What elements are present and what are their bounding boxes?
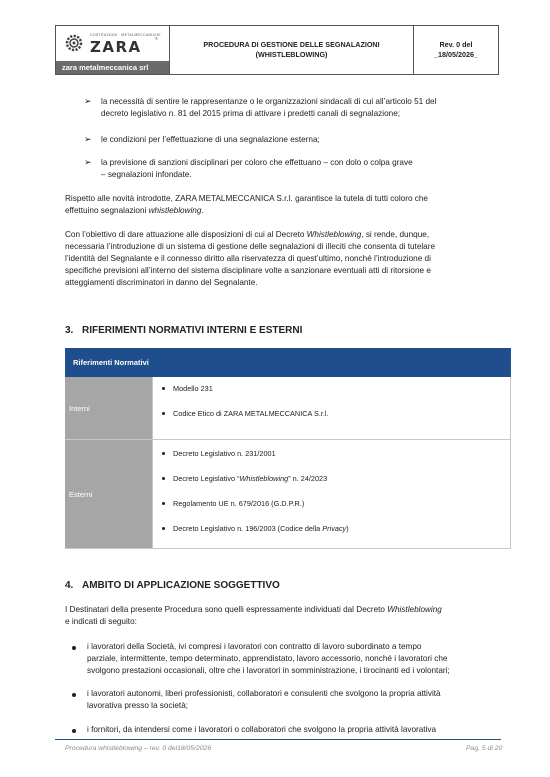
paragraph bbox=[65, 193, 501, 217]
paragraph-line bbox=[65, 229, 501, 241]
paragraph-line: Rispetto alle novità introdotte, ZARA METALMECCANICA S.r.l. garantisce la tutela di tutti coloro che bbox=[65, 194, 428, 203]
table-row-esterni bbox=[65, 440, 511, 549]
item-line: i lavoratori della Società, ivi compresi i lavoratori con contratto di lavoro subordinato a tempo bbox=[87, 642, 422, 651]
emphasis-text: Whistleblowing bbox=[239, 474, 289, 483]
list-item bbox=[87, 641, 501, 677]
reference-item: Regolamento UE n. 679/2016 (G.D.P.R.) bbox=[173, 499, 305, 508]
text-run: ) bbox=[346, 524, 349, 533]
bullet-icon bbox=[72, 646, 76, 650]
title-line-1: PROCEDURA DI GESTIONE DELLE SEGNALAZIONI bbox=[203, 40, 380, 49]
logo-registered-mark: ® bbox=[155, 36, 158, 41]
footer-divider bbox=[55, 739, 501, 740]
text-run: Decreto Legislativo “ bbox=[173, 474, 240, 483]
item-line: i lavoratori autonomi, liberi professionisti, collaboratori e consulenti che svolgono la propria attività bbox=[87, 689, 441, 698]
list-item bbox=[87, 688, 501, 712]
paragraph-line: atteggiamenti discriminatori in danno del Segnalante. bbox=[65, 278, 258, 287]
reference-item bbox=[173, 474, 327, 483]
logo-cell bbox=[56, 26, 170, 74]
list-item bbox=[87, 724, 501, 736]
paragraph-line: e indicati di seguito: bbox=[65, 617, 137, 626]
item-line: – segnalazioni infondate. bbox=[101, 170, 192, 179]
item-line: i fornitori, da intendersi come i lavoratori o collaboratori che svolgono la propria attività lavorativa bbox=[87, 725, 437, 734]
item-line: la previsione di sanzioni disciplinari per coloro che effettuano – con dolo o colpa grave bbox=[101, 158, 413, 167]
emphasis-text: Whistleblowing bbox=[306, 230, 362, 239]
reference-item: Codice Etico di ZARA METALMECCANICA S.r.l. bbox=[173, 409, 329, 418]
arrow-list-item bbox=[101, 157, 501, 181]
item-line: parziale, intermittente, tempo determinato, apprendistato, lavoro accessorio, nonché i lavoratori che bbox=[87, 654, 448, 663]
paragraph-line: specifiche previsioni all’interno del sistema disciplinare volte a sanzionare eventuali atti di ritorsione e bbox=[65, 266, 431, 275]
item-line: decreto legislativo n. 81 del 2015 prima di attivare i predetti canali di segnalazione; bbox=[101, 109, 401, 118]
company-name: zara metalmeccanica srl bbox=[56, 61, 169, 74]
footer-document-info: Procedura whistleblowing – rev. 0 del18/05/2026 bbox=[65, 745, 212, 752]
item-line: le condizioni per l’effettuazione di una segnalazione esterna; bbox=[101, 135, 320, 144]
text-run: Decreto Legislativo n. 196/2003 (Codice della bbox=[173, 524, 323, 533]
text-run: I Destinatari della presente Procedura sono quelli espressamente individuati dal Decreto bbox=[65, 605, 388, 614]
section-heading bbox=[65, 580, 280, 591]
bullet-icon bbox=[162, 412, 165, 415]
bullet-icon bbox=[162, 452, 165, 455]
bullet-icon bbox=[72, 729, 76, 733]
document-title bbox=[170, 26, 414, 74]
table-header: Riferimenti Normativi bbox=[65, 348, 511, 377]
gear-logo-icon bbox=[64, 33, 84, 53]
paragraph-line bbox=[65, 205, 501, 217]
text-run: Con l’obiettivo di dare attuazione alle disposizioni di cui al Decreto bbox=[65, 230, 307, 239]
emphasis-text: Whistleblowing bbox=[387, 605, 442, 614]
reference-item bbox=[173, 524, 349, 533]
document-header bbox=[55, 25, 499, 75]
revision-info bbox=[414, 26, 498, 74]
arrow-list-item bbox=[101, 134, 501, 146]
item-line: lavorativa presso la società; bbox=[87, 701, 189, 710]
logo-tagline: COSTRUZIONI · METALMECCANICHE bbox=[90, 33, 161, 37]
row-content bbox=[152, 440, 511, 548]
logo bbox=[56, 26, 169, 62]
emphasis-text: Privacy bbox=[322, 524, 347, 533]
section-title: AMBITO DI APPLICAZIONE SOGGETTIVO bbox=[82, 580, 280, 591]
revision-date: _18/05/2026_ bbox=[434, 50, 478, 59]
paragraph-line bbox=[65, 604, 501, 616]
row-content bbox=[152, 377, 511, 439]
bullet-icon bbox=[162, 477, 165, 480]
row-label: Interni bbox=[65, 377, 152, 439]
paragraph bbox=[65, 604, 501, 628]
table-row-interni bbox=[65, 377, 511, 440]
paragraph bbox=[65, 229, 501, 289]
arrow-bullet-icon: ➢ bbox=[84, 134, 92, 144]
logo-name: ZARA bbox=[90, 38, 142, 56]
arrow-bullet-icon: ➢ bbox=[84, 157, 92, 167]
paragraph-line: necessaria l’introduzione di un sistema di gestione delle segnalazioni di illeciti che consenta di tutelare bbox=[65, 242, 436, 251]
section-number: 4. bbox=[65, 580, 74, 591]
references-table bbox=[65, 348, 511, 549]
title-line-2: (WHISTLEBLOWING) bbox=[255, 50, 328, 59]
text-run: , si rende, dunque, bbox=[361, 230, 430, 239]
revision-line-1: Rev. 0 del bbox=[439, 40, 473, 49]
bullet-icon bbox=[162, 527, 165, 530]
bullet-icon bbox=[72, 693, 76, 697]
reference-item: Modello 231 bbox=[173, 384, 213, 393]
reference-item: Decreto Legislativo n. 231/2001 bbox=[173, 449, 276, 458]
bullet-icon bbox=[162, 387, 165, 390]
arrow-bullet-icon: ➢ bbox=[84, 96, 92, 106]
section-title: RIFERIMENTI NORMATIVI INTERNI E ESTERNI bbox=[82, 325, 303, 336]
bullet-icon bbox=[162, 502, 165, 505]
page-number: Pag. 5 di 20 bbox=[466, 745, 503, 752]
row-label: Esterni bbox=[65, 440, 152, 548]
text-run: ” n. 24/2023 bbox=[288, 474, 328, 483]
emphasis-text: whistleblowing bbox=[148, 206, 202, 215]
section-heading bbox=[65, 325, 302, 336]
item-line: la necessità di sentire le rappresentanze o le organizzazioni sindacali di cui all’articolo 51 del bbox=[101, 97, 437, 106]
item-line: svolgono prestazioni occasionali, oltre che i lavoratori in somministrazione, i tirocinanti ed i volontari; bbox=[87, 666, 450, 675]
arrow-list-item bbox=[101, 96, 501, 120]
paragraph-line: l’identità del Segnalante e il connesso diritto alla riservatezza di quest’ultimo, nonché l’introduzione di bbox=[65, 254, 431, 263]
text-run: effettuino segnalazioni bbox=[65, 206, 149, 215]
text-run: . bbox=[201, 206, 204, 215]
section-number: 3. bbox=[65, 325, 74, 336]
